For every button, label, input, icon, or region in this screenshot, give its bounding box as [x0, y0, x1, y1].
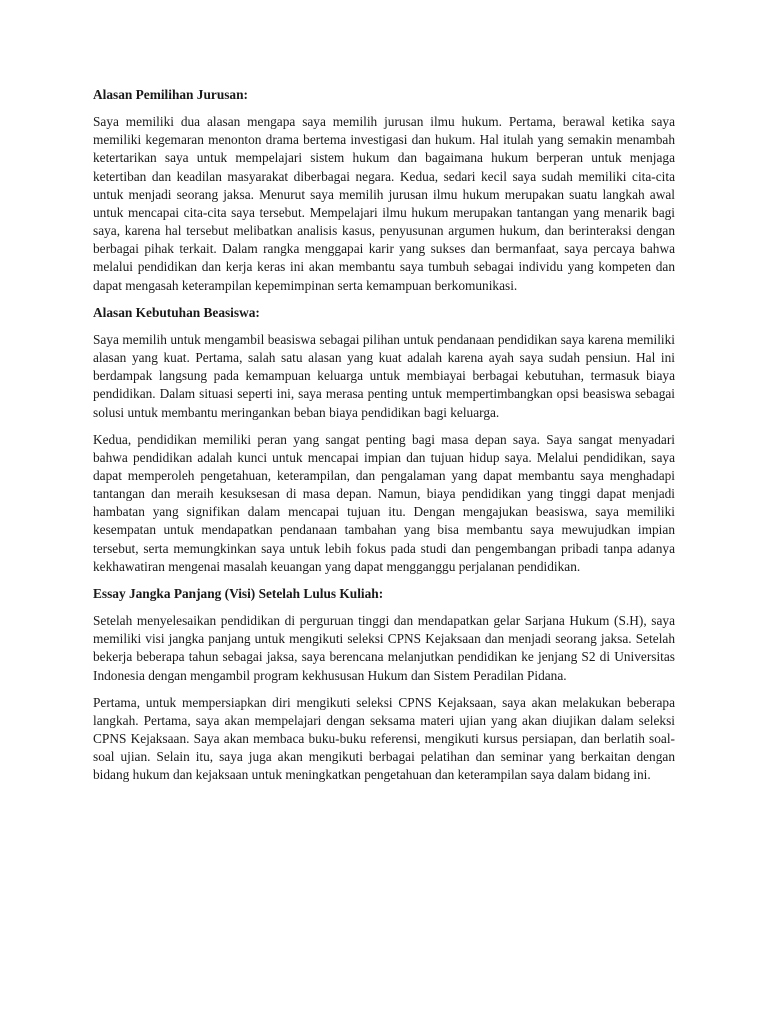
section-alasan-kebutuhan-beasiswa — [93, 304, 675, 576]
section-heading: Essay Jangka Panjang (Visi) Setelah Lulus Kuliah: — [93, 585, 384, 601]
paragraph: Saya memilih untuk mengambil beasiswa sebagai pilihan untuk pendanaan pendidikan saya karena memiliki alasan yang kuat. Pertama, salah satu alasan yang kuat adalah karena ayah saya sudah pensiun. Hal ini berdampak langsung pada kemampuan keluarga untuk membiayai berbagai kebutuhan, termasuk biaya pendidikan. Dalam situasi seperti ini, saya merasa penting untuk mempertimbangkan opsi beasiswa sebagai solusi untuk membantu meringankan beban biaya pendidikan bagi keluarga. — [93, 331, 675, 420]
paragraph: Pertama, untuk mempersiapkan diri mengikuti seleksi CPNS Kejaksaan, saya akan melakukan beberapa langkah. Pertama, saya akan mempelajari dengan seksama materi ujian yang akan diujikan dalam seleksi CPNS Kejaksaan. Saya akan membaca buku-buku referensi, mengikuti kursus persiapan, dan berlatih soal-soal ujian. Selain itu, saya juga akan mengikuti berbagai pelatihan dan seminar yang berkaitan dengan bidang hukum dan kejaksaan untuk meningkatkan pengetahuan dan keterampilan saya dalam bidang ini. — [93, 694, 675, 783]
section-heading: Alasan Kebutuhan Beasiswa: — [93, 304, 260, 320]
section-heading: Alasan Pemilihan Jurusan: — [93, 87, 248, 102]
section-alasan-pemilihan-jurusan — [93, 86, 675, 295]
paragraph: Setelah menyelesaikan pendidikan di perguruan tinggi dan mendapatkan gelar Sarjana Hukum (S.H), saya memiliki visi jangka panjang untuk mengikuti seleksi CPNS Kejaksaan dan menjadi seorang jaksa. Setelah bekerja beberapa tahun sebagai jaksa, saya berencana melanjutkan pendidikan ke jenjang S2 di Universitas Indonesia dengan mengambil program kekhususan Hukum dan Sistem Peradilan Pidana. — [93, 613, 675, 683]
paragraph: Kedua, pendidikan memiliki peran yang sangat penting bagi masa depan saya. Saya sangat menyadari bahwa pendidikan adalah kunci untuk mencapai impian dan tujuan hidup saya. Melalui pendidikan, saya dapat memperoleh pengetahuan, keterampilan, dan pengalaman yang dapat membantu saya menghadapi tantangan dan meraih kesuksesan di masa depan. Namun, biaya pendidikan yang tinggi dapat menjadi hambatan yang signifikan dalam mencapai tujuan itu. Dengan mengajukan beasiswa, saya memiliki kesempatan untuk mendapatkan pendanaan tambahan yang bisa membantu saya mewujudkan impian tersebut, serta memungkinkan saya untuk lebih fokus pada studi dan pengembangan pribadi tanpa adanya kekhawatiran mengenai masalah keuangan yang dapat mengganggu perjalanan pendidikan. — [93, 431, 675, 574]
section-essay-jangka-panjang — [93, 585, 675, 785]
paragraph: Saya memiliki dua alasan mengapa saya memilih jurusan ilmu hukum. Pertama, berawal ketika saya memiliki kegemaran menonton drama bertema investigasi dan hukum. Hal itulah yang semakin menambah ketertarikan saya untuk mempelajari sistem hukum dan bagaimana hukum berperan untuk menjaga ketertiban dan keadilan masyarakat diberbagai negara. Kedua, sedari kecil saya sudah memiliki cita-cita untuk menjadi seorang jaksa. Menurut saya memilih jurusan ilmu hukum merupakan suatu langkah awal untuk mencapai cita-cita saya tersebut. Mempelajari ilmu hukum merupakan tantangan yang menarik bagi saya, karena hal tersebut melibatkan analisis kasus, penyusunan argumen hukum, dan berinteraksi dengan berbagai pihak terkait. Dalam rangka menggapai karir yang sukses dan bermanfaat, saya percaya bahwa melalui pendidikan dan kerja keras ini akan membantu saya tumbuh sebagai individu yang kompeten dan dapat mengasah keterampilan kepemimpinan serta kemampuan berkomunikasi. — [93, 114, 675, 293]
